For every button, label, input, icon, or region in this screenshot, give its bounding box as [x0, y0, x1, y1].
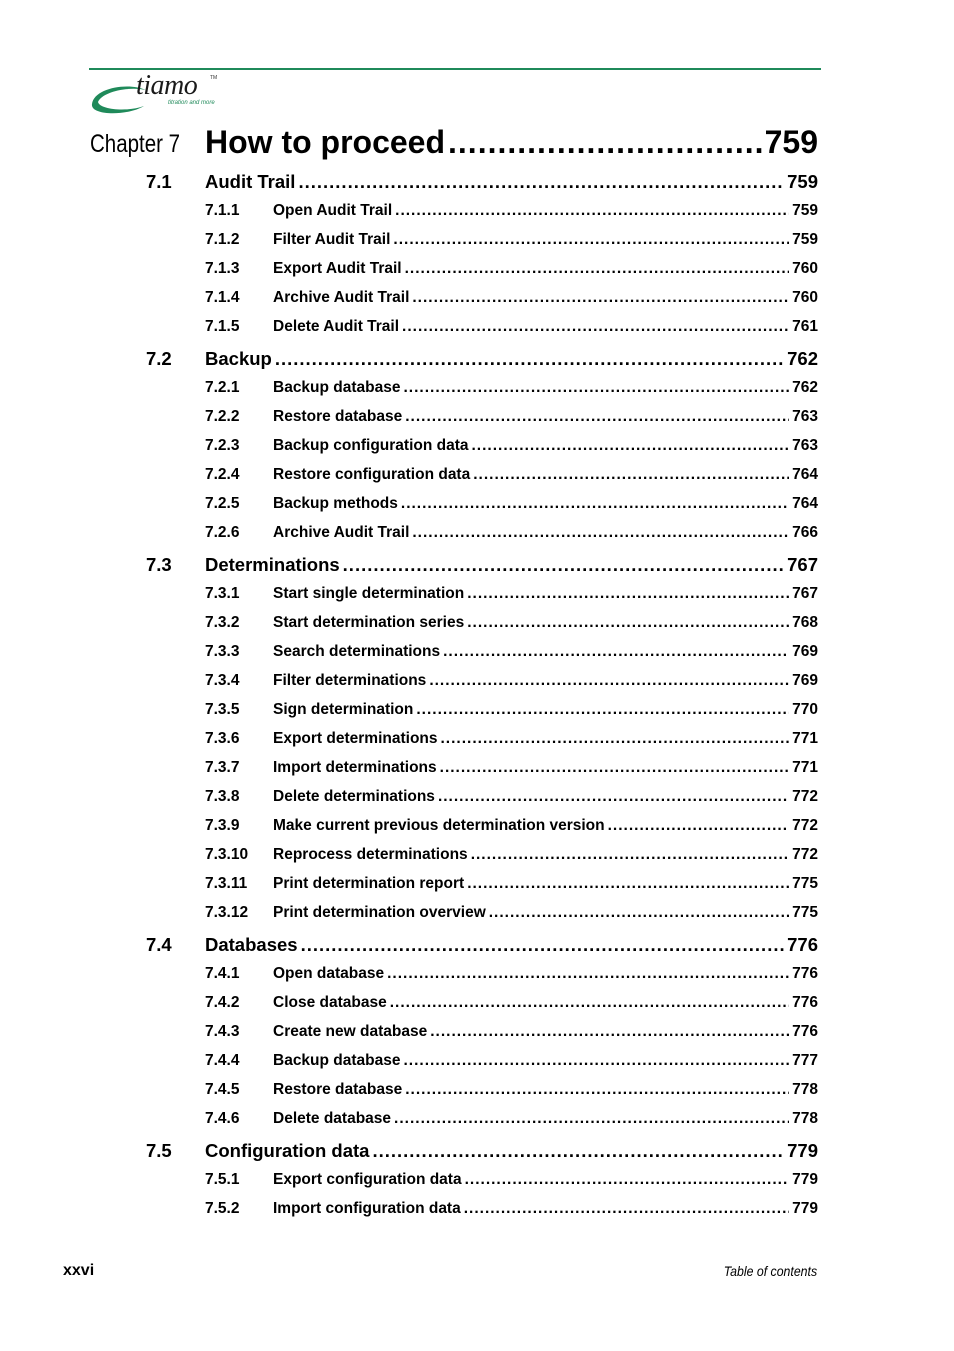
toc-entry-title: Backup database	[273, 1051, 401, 1069]
toc-leader-dots	[298, 171, 784, 193]
toc-entry-title: Delete Audit Trail	[273, 317, 400, 335]
toc-entry-page: 775	[792, 903, 818, 921]
toc-subsection-entry[interactable]	[205, 202, 818, 220]
toc-entry-page: 763	[792, 407, 818, 425]
toc-entry-number: 7.3.2	[205, 613, 240, 631]
toc-entry-page: 760	[792, 288, 818, 306]
toc-entry-number: 7.4	[146, 934, 172, 955]
toc-entry-page: 770	[792, 700, 818, 718]
toc-leader-dots	[438, 788, 789, 806]
toc-entry-number: 7.4.5	[205, 1080, 240, 1098]
toc-entry-number: 7.1.1	[205, 201, 240, 219]
toc-subsection-entry[interactable]	[205, 965, 818, 983]
toc-leader-dots	[387, 965, 789, 983]
toc-entry-number: 7.2.2	[205, 407, 240, 425]
toc-leader-dots	[412, 289, 789, 307]
toc-leader-dots	[472, 437, 790, 455]
toc-subsection-entry[interactable]	[205, 643, 818, 661]
toc-entry-number: 7.1.4	[205, 288, 240, 306]
toc-entry-title: Sign determination	[273, 700, 414, 718]
toc-entry-title: Delete database	[273, 1109, 392, 1127]
toc-entry-page: 776	[792, 964, 818, 982]
toc-entry-number: 7.1.3	[205, 259, 240, 277]
toc-entry-number: 7.3.11	[205, 874, 248, 892]
toc-entry-title: Configuration data	[205, 1140, 370, 1161]
toc-entry-number: 7.5	[146, 1140, 172, 1161]
toc-section-entry[interactable]	[146, 171, 818, 193]
toc-leader-dots	[489, 904, 789, 922]
toc-entry-page: 779	[792, 1199, 818, 1217]
toc-leader-dots	[464, 1200, 789, 1218]
toc-entry-page: 776	[787, 934, 818, 955]
toc-entry-page: 775	[792, 874, 818, 892]
toc-entry-title: Start determination series	[273, 613, 465, 631]
toc-entry-page: 776	[792, 993, 818, 1011]
toc-entry-page: 779	[792, 1170, 818, 1188]
toc-subsection-entry[interactable]	[205, 1171, 818, 1189]
toc-leader-dots	[405, 408, 789, 426]
toc-entry-page: 767	[787, 554, 818, 575]
toc-entry-title: Audit Trail	[205, 171, 296, 192]
toc-entry-title: Archive Audit Trail	[273, 288, 410, 306]
toc-leader-dots	[441, 730, 790, 748]
toc-section-entry[interactable]	[146, 1140, 818, 1162]
toc-entry-title: Import configuration data	[273, 1199, 461, 1217]
toc-leader-dots	[394, 1110, 789, 1128]
toc-entry-title: Databases	[205, 934, 298, 955]
toc-entry-title: Archive Audit Trail	[273, 523, 410, 541]
toc-entry-number: 7.4.3	[205, 1022, 240, 1040]
toc-entry-title: Export configuration data	[273, 1170, 462, 1188]
toc-entry-number: 7.3.4	[205, 671, 240, 689]
toc-entry-number: 7.5.2	[205, 1199, 240, 1217]
toc-subsection-entry[interactable]	[205, 437, 818, 455]
toc-subsection-entry[interactable]	[205, 817, 818, 835]
toc-entry-title: Filter Audit Trail	[273, 230, 391, 248]
toc-section-entry[interactable]	[146, 554, 818, 576]
toc-entry-number: 7.2	[146, 348, 172, 369]
toc-entry-page: 772	[792, 787, 818, 805]
toc-leader-dots	[390, 994, 789, 1012]
toc-entry-number: 7.2.4	[205, 465, 240, 483]
toc-entry-title: Export Audit Trail	[273, 259, 402, 277]
toc-entry-number: 7.3.6	[205, 729, 240, 747]
toc-leader-dots	[465, 1171, 790, 1189]
toc-entry-page: 778	[792, 1109, 818, 1127]
toc-subsection-entry[interactable]	[205, 289, 818, 307]
toc-entry-page: 779	[787, 1140, 818, 1161]
toc-entry-number: 7.3	[146, 554, 172, 575]
toc-entry-number: 7.1.5	[205, 317, 240, 335]
toc-subsection-entry[interactable]	[205, 875, 818, 893]
toc-entry-number: 7.4.1	[205, 964, 240, 982]
toc-entry-page: 762	[787, 348, 818, 369]
toc-leader-dots	[393, 231, 789, 249]
toc-entry-page: 763	[792, 436, 818, 454]
toc-entry-number: 7.3.9	[205, 816, 240, 834]
toc-entry-title: Restore database	[273, 1080, 403, 1098]
toc-entry-page: 769	[792, 671, 818, 689]
toc-subsection-entry[interactable]	[205, 846, 818, 864]
toc-entry-title: Reprocess determinations	[273, 845, 468, 863]
toc-entry-title: Backup	[205, 348, 272, 369]
toc-entry-number: 7.3.10	[205, 845, 249, 863]
toc-entry-page: 761	[792, 317, 818, 335]
toc-entry-number: 7.3.8	[205, 787, 240, 805]
toc-entry-number: 7.2.1	[205, 378, 240, 396]
header-rule	[89, 68, 821, 70]
toc-entry-number: 7.1.2	[205, 230, 240, 248]
toc-leader-dots	[471, 846, 789, 864]
toc-subsection-entry[interactable]	[205, 1023, 818, 1041]
toc-entry-number: 7.2.5	[205, 494, 240, 512]
toc-subsection-entry[interactable]	[205, 730, 818, 748]
toc-leader-dots	[372, 1140, 784, 1162]
toc-leader-dots	[301, 934, 785, 956]
toc-entry-number: 7.3.3	[205, 642, 240, 660]
toc-entry-page: 768	[792, 613, 818, 631]
toc-entry-title: Print determination report	[273, 874, 465, 892]
chapter-title-line[interactable]	[205, 124, 818, 161]
toc-entry-page: 778	[792, 1080, 818, 1098]
toc-entry-page: 766	[792, 523, 818, 541]
toc-leader-dots	[416, 701, 789, 719]
toc-entry-page: 777	[792, 1051, 818, 1069]
toc-subsection-entry[interactable]	[205, 318, 818, 336]
chapter-title: How to proceed	[205, 124, 446, 160]
toc-entry-title: Delete determinations	[273, 787, 435, 805]
toc-leader-dots	[443, 643, 789, 661]
toc-entry-page: 769	[792, 642, 818, 660]
toc-subsection-entry[interactable]	[205, 1110, 818, 1128]
toc-entry-title: Make current previous determination version	[273, 816, 605, 834]
toc-entry-page: 759	[792, 201, 818, 219]
toc-entry-number: 7.5.1	[205, 1170, 240, 1188]
toc-entry-title: Print determination overview	[273, 903, 486, 921]
toc-leader-dots	[412, 524, 789, 542]
toc-subsection-entry[interactable]	[205, 495, 818, 513]
toc-entry-number: 7.3.1	[205, 584, 240, 602]
footer-page-number: xxvi	[63, 1262, 95, 1279]
toc-subsection-entry[interactable]	[205, 672, 818, 690]
toc-entry-title: Backup configuration data	[273, 436, 469, 454]
toc-subsection-entry[interactable]	[205, 1200, 818, 1218]
toc-entry-number: 7.3.5	[205, 700, 240, 718]
logo-trademark: TM	[210, 75, 218, 81]
toc-entry-title: Restore database	[273, 407, 403, 425]
chapter-page: 759	[764, 124, 818, 160]
toc-entry-page: 771	[792, 758, 818, 776]
toc-subsection-entry[interactable]	[205, 408, 818, 426]
footer-section-title: Table of contents	[723, 1263, 817, 1279]
toc-entry-title: Start single determination	[273, 584, 465, 602]
toc-subsection-entry[interactable]	[205, 759, 818, 777]
toc-entry-page: 760	[792, 259, 818, 277]
toc-entry-page: 771	[792, 729, 818, 747]
toc-subsection-entry[interactable]	[205, 524, 818, 542]
toc-subsection-entry[interactable]	[205, 379, 818, 397]
toc-leader-dots	[404, 379, 790, 397]
toc-entry-number: 7.1	[146, 171, 172, 192]
toc-subsection-entry[interactable]	[205, 231, 818, 249]
toc-leader-dots	[473, 466, 789, 484]
toc-entry-page: 772	[792, 816, 818, 834]
toc-entry-title: Determinations	[205, 554, 340, 575]
toc-subsection-entry[interactable]	[205, 1081, 818, 1099]
toc-entry-page: 759	[787, 171, 818, 192]
toc-leader-dots	[404, 1052, 790, 1070]
toc-leader-dots	[343, 554, 784, 576]
toc-entry-title: Filter determinations	[273, 671, 427, 689]
toc-leader-dots	[467, 614, 789, 632]
toc-leader-dots	[467, 875, 789, 893]
toc-entry-number: 7.2.3	[205, 436, 240, 454]
toc-leader-dots	[405, 260, 790, 278]
toc-entry-page: 764	[792, 494, 818, 512]
toc-entry-page: 776	[792, 1022, 818, 1040]
tiamo-logo	[88, 72, 238, 120]
toc-entry-page: 767	[792, 584, 818, 602]
toc-leader-dots	[395, 202, 789, 220]
toc-section-entry[interactable]	[146, 348, 818, 370]
toc-subsection-entry[interactable]	[205, 788, 818, 806]
toc-leader-dots	[405, 1081, 789, 1099]
toc-leader-dots	[430, 1023, 789, 1041]
toc-entry-title: Import determinations	[273, 758, 437, 776]
toc-subsection-entry[interactable]	[205, 614, 818, 632]
toc-leader-dots	[608, 817, 790, 835]
toc-entry-title: Backup database	[273, 378, 401, 396]
toc-entry-title: Create new database	[273, 1022, 428, 1040]
toc-section-entry[interactable]	[146, 934, 818, 956]
toc-subsection-entry[interactable]	[205, 1052, 818, 1070]
toc-subsection-entry[interactable]	[205, 701, 818, 719]
chapter-leader-dots	[448, 124, 762, 161]
toc-entry-number: 7.4.4	[205, 1051, 240, 1069]
toc-entry-title: Open database	[273, 964, 385, 982]
chapter-label: Chapter 7	[90, 130, 181, 158]
toc-entry-number: 7.4.2	[205, 993, 240, 1011]
toc-entry-title: Close database	[273, 993, 387, 1011]
toc-entry-number: 7.2.6	[205, 523, 240, 541]
toc-subsection-entry[interactable]	[205, 260, 818, 278]
toc-leader-dots	[440, 759, 789, 777]
toc-entry-page: 764	[792, 465, 818, 483]
toc-entry-title: Open Audit Trail	[273, 201, 393, 219]
toc-leader-dots	[275, 348, 784, 370]
toc-entry-number: 7.3.7	[205, 758, 240, 776]
toc-leader-dots	[429, 672, 789, 690]
toc-entry-page: 759	[792, 230, 818, 248]
toc-subsection-entry[interactable]	[205, 904, 818, 922]
toc-entry-number: 7.4.6	[205, 1109, 240, 1127]
toc-entry-number: 7.3.12	[205, 903, 249, 921]
toc-leader-dots	[467, 585, 789, 603]
logo-wordmark: tiamo	[136, 70, 198, 101]
chapter-heading	[90, 124, 818, 164]
toc-entry-page: 772	[792, 845, 818, 863]
toc-subsection-entry[interactable]	[205, 585, 818, 603]
toc-entry-title: Export determinations	[273, 729, 438, 747]
toc-entry-title: Restore configuration data	[273, 465, 471, 483]
toc-leader-dots	[401, 495, 789, 513]
toc-subsection-entry[interactable]	[205, 466, 818, 484]
toc-entry-title: Search determinations	[273, 642, 441, 660]
toc-leader-dots	[402, 318, 789, 336]
logo-tagline: titration and more	[168, 100, 215, 106]
toc-subsection-entry[interactable]	[205, 994, 818, 1012]
toc-entry-page: 762	[792, 378, 818, 396]
toc-entry-title: Backup methods	[273, 494, 398, 512]
